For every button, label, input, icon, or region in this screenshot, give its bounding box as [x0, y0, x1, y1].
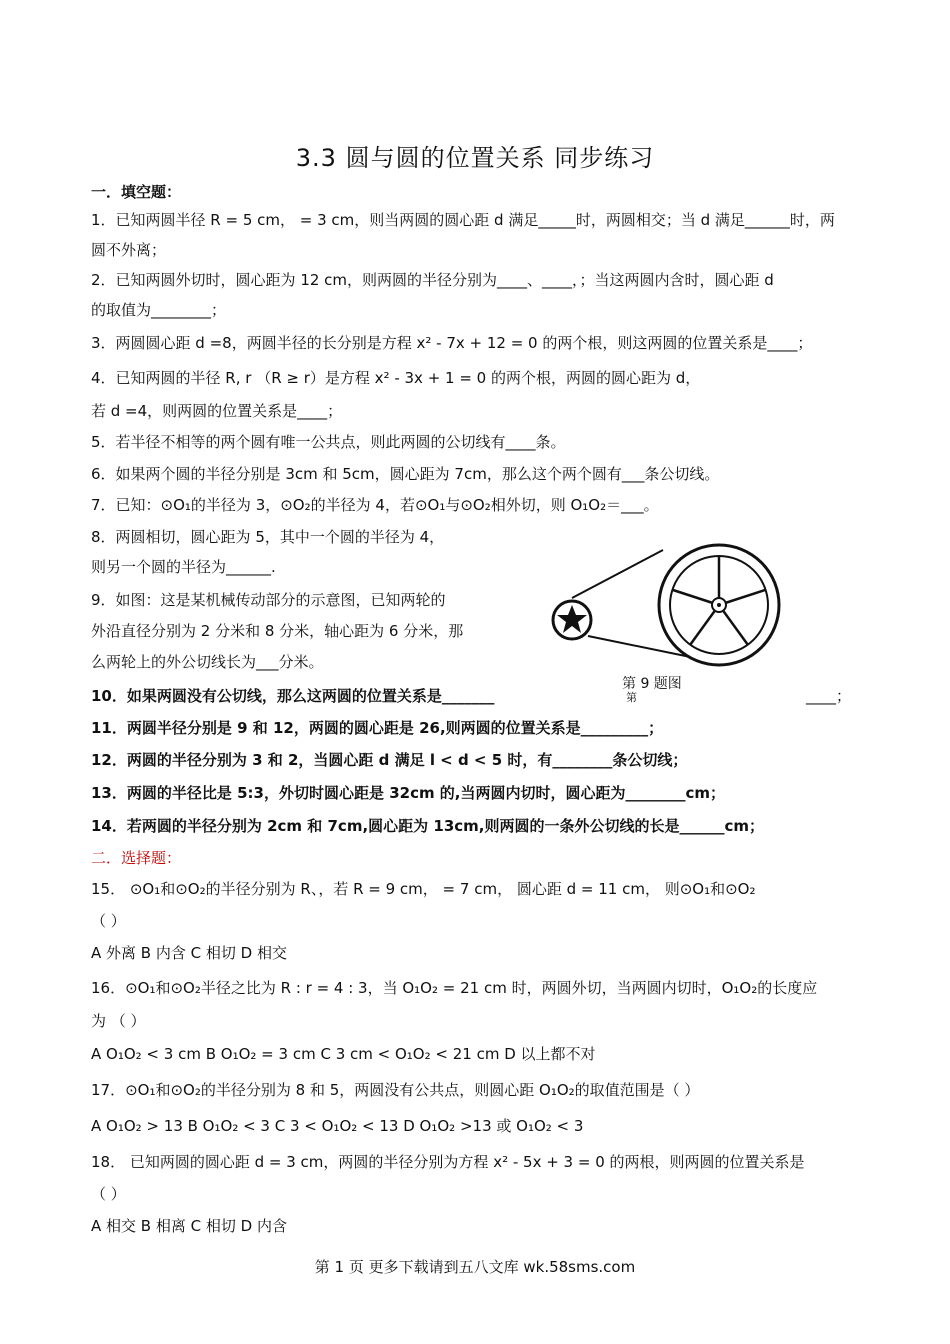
question-7: 7．已知：⊙O₁的半径为 3，⊙O₂的半径为 4，若⊙O₁与⊙O₂相外切，则 O₁O₂＝___。 — [91, 496, 659, 514]
question-5: 5．若半径不相等的两个圆有唯一公共点，则此两圆的公切线有____条。 — [91, 433, 566, 451]
question-13: 13．两圆的半径比是 5:3，外切时圆心距是 32cm 的,当两圆内切时，圆心距为________cm； — [91, 784, 726, 802]
question-6: 6．如果两个圆的半径分别是 3cm 和 5cm，圆心距为 7cm，那么这个两个圆有___条公切线。 — [91, 465, 720, 483]
axle — [717, 603, 721, 607]
question-3: 3．两圆圆心距 d =8，两圆半径的长分别是方程 x² - 7x + 12 = 0 的两个根，则这两圆的位置关系是____； — [91, 334, 813, 352]
question-1-line-2: 圆不外离； — [91, 241, 167, 259]
question-2-line-2: 的取值为________； — [91, 301, 227, 319]
question-15-options: A 外离 B 内含 C 相切 D 相交 — [91, 944, 287, 962]
question-15-line-2: （ ） — [91, 912, 126, 930]
question-10-tail: ____； — [806, 687, 852, 705]
question-18-line-1: 18． 已知两圆的圆心距 d = 3 cm，两圆的半径分别为方程 x² - 5x + 3 = 0 的两根，则两圆的位置关系是 — [91, 1153, 805, 1171]
question-17-options: A O₁O₂ > 13 B O₁O₂ < 3 C 3 < O₁O₂ < 13 D O₁O₂ >13 或 O₁O₂ < 3 — [91, 1117, 584, 1135]
page-title: 3.3 圆与圆的位置关系 同步练习 — [295, 144, 655, 172]
question-12: 12．两圆的半径分别为 3 和 2，当圆心距 d 满足 l < d < 5 时，有________条公切线； — [91, 751, 688, 769]
question-16-line-1: 16．⊙O₁和⊙O₂半径之比为 R : r = 4 : 3，当 O₁O₂ = 21 cm 时，两圆外切，当两圆内切时，O₁O₂的长度应 — [91, 979, 818, 997]
belt-upper-line — [572, 550, 663, 598]
question-16-options: A O₁O₂ < 3 cm B O₁O₂ = 3 cm C 3 cm < O₁O₂ < 21 cm D 以上都不对 — [91, 1045, 596, 1063]
question-18-options: A 相交 B 相离 C 相切 D 内含 — [91, 1217, 287, 1235]
question-15-line-1: 15． ⊙O₁和⊙O₂的半径分别为 R、，若 R = 9 cm， = 7 cm， 圆心距 d = 11 cm， 则⊙O₁和⊙O₂ — [91, 880, 756, 898]
question-10: 10．如果两圆没有公切线，那么这两圆的位置关系是_______ — [91, 687, 495, 705]
figure-caption-extra: 第 — [626, 691, 637, 704]
question-2-line-1: 2．已知两圆外切时，圆心距为 12 cm，则两圆的半径分别为____、____，；当这两圆内含时，圆心距 d — [91, 271, 774, 289]
question-1-line-1: 1．已知两圆半径 R = 5 cm， = 3 cm，则当两圆的圆心距 d 满足_____时，两圆相交；当 d 满足______时，两 — [91, 211, 835, 229]
question-11: 11．两圆半径分别是 9 和 12，两圆的圆心距是 26,则两圆的位置关系是_________； — [91, 719, 664, 737]
question-16-line-2: 为 （ ） — [91, 1012, 146, 1030]
question-4-line-2: 若 d =4，则两圆的位置关系是____； — [91, 402, 343, 420]
question-8-line-2: 则另一个圆的半径为______. — [91, 558, 276, 576]
question-18-line-2: （ ） — [91, 1185, 126, 1203]
question-8-line-1: 8．两圆相切，圆心距为 5，其中一个圆的半径为 4， — [91, 528, 445, 546]
question-14: 14．若两圆的半径分别为 2cm 和 7cm,圆心距为 13cm,则两圆的一条外公切线的长是______cm； — [91, 817, 764, 835]
belt-drive-figure — [545, 535, 790, 670]
question-9-line-2: 外沿直径分别为 2 分米和 8 分米，轴心距为 6 分米，那 — [91, 622, 464, 640]
question-9-line-3: 么两轮上的外公切线长为___分米。 — [91, 653, 324, 671]
section-fill-blank-heading: 一．填空题： — [91, 183, 182, 201]
page-footer: 第 1 页 更多下载请到五八文库 wk.58sms.com — [314, 1258, 636, 1276]
section-choice-heading: 二．选择题： — [91, 849, 182, 867]
figure-caption: 第 9 题图 — [622, 676, 682, 692]
question-17: 17．⊙O₁和⊙O₂的半径分别为 8 和 5，两圆没有公共点，则圆心距 O₁O₂的取值范围是（ ） — [91, 1081, 700, 1099]
question-4-line-1: 4．已知两圆的半径 R, r （R ≥ r）是方程 x² - 3x + 1 = 0 的两个根，两圆的圆心距为 d， — [91, 369, 701, 387]
question-9-line-1: 9．如图：这是某机械传动部分的示意图，已知两轮的 — [91, 591, 446, 609]
